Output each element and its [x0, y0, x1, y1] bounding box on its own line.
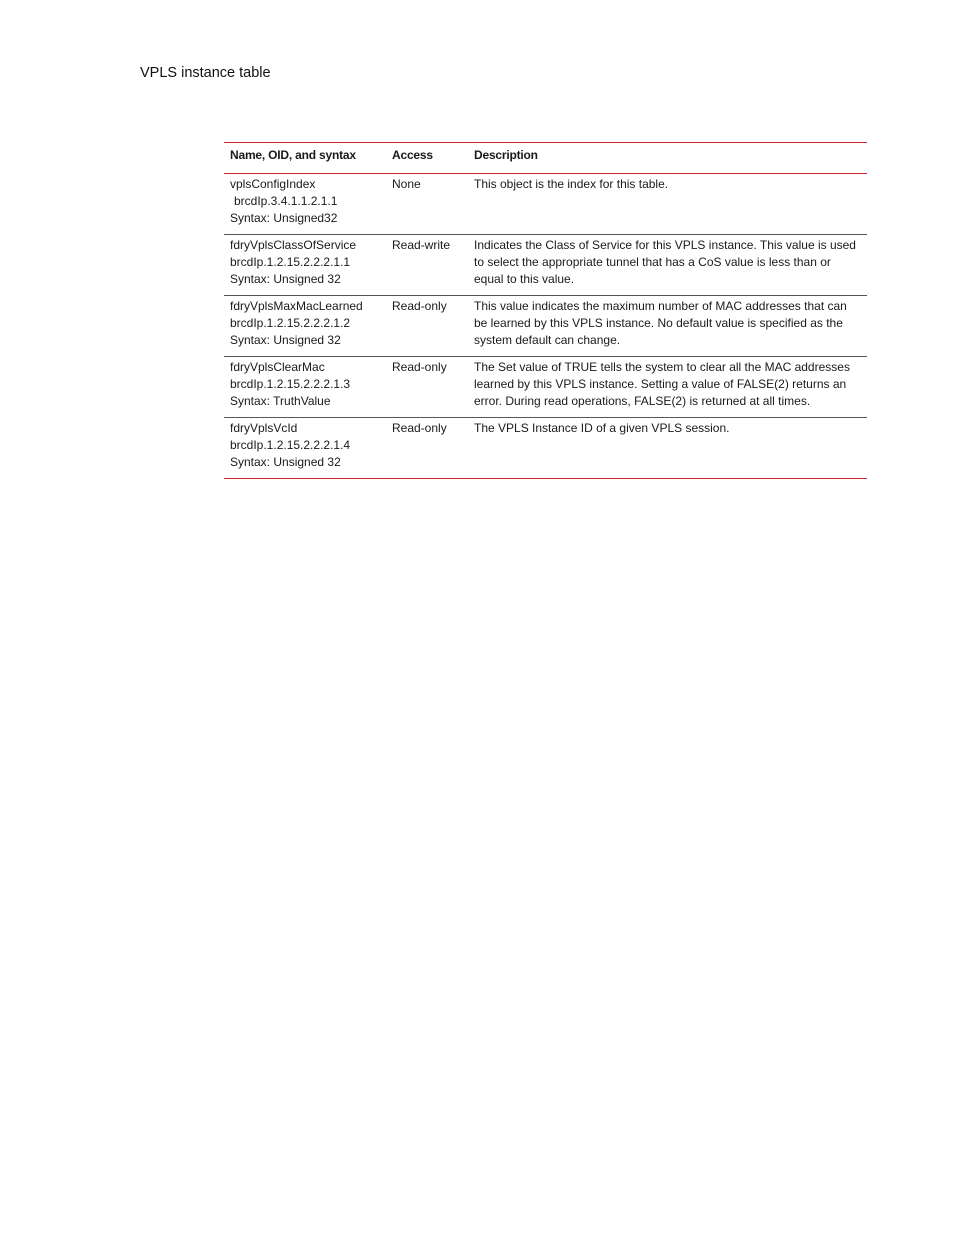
object-syntax: Syntax: Unsigned 32	[230, 272, 341, 286]
object-name: vplsConfigIndex	[230, 177, 316, 191]
table-row	[224, 296, 867, 357]
cell-access: None	[392, 177, 421, 191]
object-oid: brcdIp.1.2.15.2.2.2.1.3	[230, 377, 351, 391]
header-description: Description	[474, 148, 538, 162]
table-row	[224, 235, 867, 296]
header-access: Access	[392, 148, 433, 162]
object-oid: brcdIp.3.4.1.1.2.1.1	[234, 194, 338, 208]
object-oid: brcdIp.1.2.15.2.2.2.1.1	[230, 255, 351, 269]
table-row	[224, 418, 867, 479]
section-title: VPLS instance table	[140, 65, 271, 81]
object-syntax: Syntax: Unsigned 32	[230, 455, 341, 469]
object-name: fdryVplsVcId	[230, 421, 298, 435]
object-name: fdryVplsClassOfService	[230, 238, 357, 252]
table-row	[224, 174, 867, 235]
table-row	[224, 357, 867, 418]
header-name-oid-syntax: Name, OID, and syntax	[230, 148, 356, 162]
table-header	[224, 143, 867, 174]
object-syntax: Syntax: TruthValue	[230, 394, 331, 408]
cell-description: The VPLS Instance ID of a given VPLS session.	[474, 421, 730, 435]
table-body	[224, 174, 867, 479]
vpls-instance-table	[224, 142, 867, 479]
cell-access: Read-write	[392, 238, 451, 252]
cell-description: The Set value of TRUE tells the system to clear all the MAC addresses learned by this VPLS instance. Setting a value of FALSE(2) returns an error. During read operations, FALSE(2) is returned at all times.	[474, 360, 850, 408]
object-syntax: Syntax: Unsigned 32	[230, 333, 341, 347]
object-oid: brcdIp.1.2.15.2.2.2.1.4	[230, 438, 351, 452]
cell-name-oid-syntax	[224, 235, 386, 296]
cell-access: Read-only	[392, 360, 447, 374]
cell-access: Read-only	[392, 421, 447, 435]
cell-name-oid-syntax	[224, 174, 386, 235]
cell-name-oid-syntax	[224, 296, 386, 357]
cell-description: Indicates the Class of Service for this VPLS instance. This value is used to select the appropriate tunnel that has a CoS value is less than or equal to this value.	[474, 238, 856, 286]
table-header-row	[224, 143, 867, 174]
object-name: fdryVplsMaxMacLearned	[230, 299, 363, 313]
object-name: fdryVplsClearMac	[230, 360, 325, 374]
object-syntax: Syntax: Unsigned32	[230, 211, 338, 225]
cell-access: Read-only	[392, 299, 447, 313]
cell-description: This value indicates the maximum number of MAC addresses that can be learned by this VPLS instance. No default value is specified as the system default can change.	[474, 299, 847, 347]
cell-name-oid-syntax	[224, 357, 386, 418]
object-oid: brcdIp.1.2.15.2.2.2.1.2	[230, 316, 351, 330]
cell-name-oid-syntax	[224, 418, 386, 479]
cell-description: This object is the index for this table.	[474, 177, 669, 191]
